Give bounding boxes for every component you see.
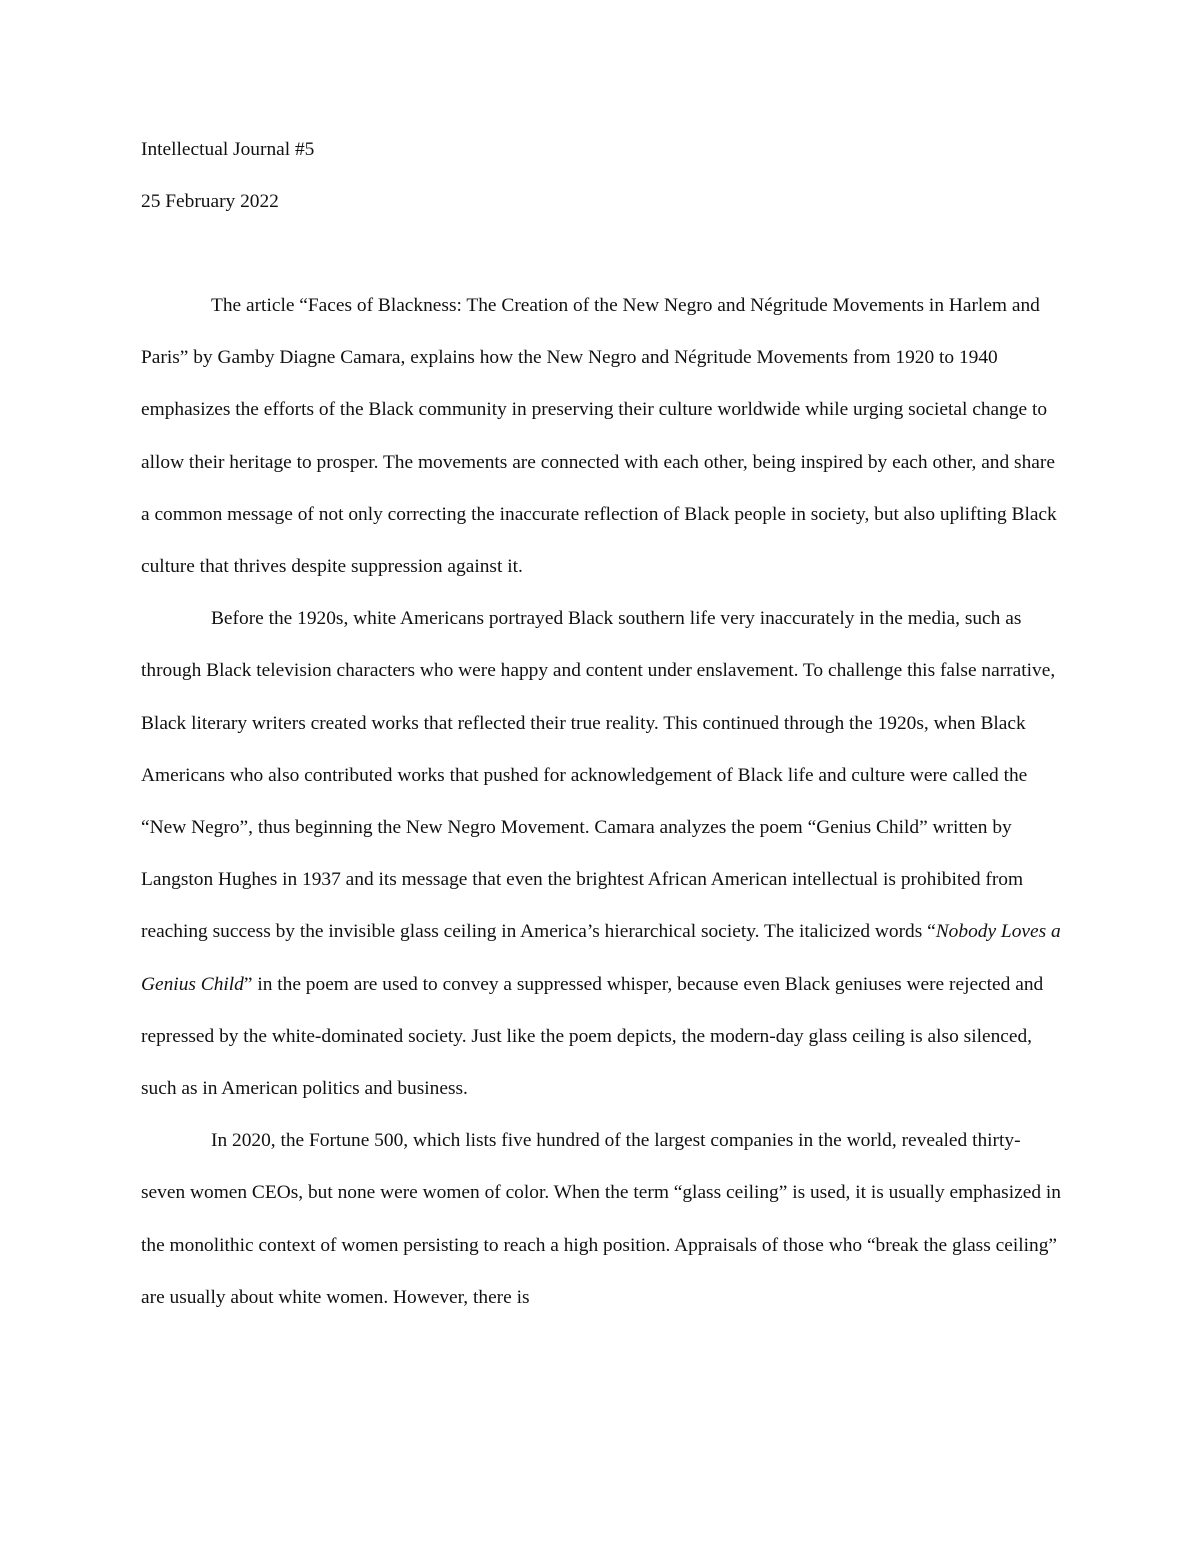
paragraph-3: In 2020, the Fortune 500, which lists five hundred of the largest companies in the world, revealed thirty-seven women CEOs, but none were women of color. When the term “glass ceiling” is used, it is usually emphasized in the monolithic context of women persisting to reach a high position. Appraisals of those who “break the glass ceiling” are usually about white women. However, there is <box>141 1130 1061 1308</box>
paragraph-2-text-start: Before the 1920s, white Americans portrayed Black southern life very inaccurately in the media, such as through Black television characters who were happy and content under enslavement. To challenge this false narrative, Black literary writers created works that reflected their true reality. This continued through the 1920s, when Black Americans who also contributed works that pushed for acknowledgement of Black life and culture were called the “New Negro”, thus beginning the New Negro Movement. Camara analyzes the poem “Genius Child” written by Langston Hughes in 1937 and its message that even the brightest African American intellectual is prohibited from reaching success by the invisible glass ceiling in America’s hierarchical society. The italicized words “ <box>141 608 1056 943</box>
journal-date: 25 February 2022 <box>141 191 279 212</box>
paragraph-1: The article “Faces of Blackness: The Creation of the New Negro and Négritude Movements in Harlem and Paris” by Gamby Diagne Camara, explains how the New Negro and Négritude Movements from 1920 to 1940 emphasizes the efforts of the Black community in preserving their culture worldwide while urging societal change to allow their heritage to prosper. The movements are connected with each other, being inspired by each other, and share a common message of not only correcting the inaccurate reflection of Black people in society, but also uplifting Black culture that thrives despite suppression against it. <box>141 295 1057 578</box>
document-page <box>141 124 1063 1324</box>
blank-line <box>141 228 1063 280</box>
paragraph-2-text-end: ” in the poem are used to convey a suppressed whisper, because even Black geniuses were rejected and repressed by the white-dominated society. Just like the poem depicts, the modern-day glass ceiling is also silenced, such as in American politics and business. <box>141 973 1044 1100</box>
journal-title: Intellectual Journal #5 <box>141 139 315 160</box>
italic-quote: Nobody Loves a Genius Child <box>141 921 1061 995</box>
paragraph-2 <box>141 593 1063 1115</box>
